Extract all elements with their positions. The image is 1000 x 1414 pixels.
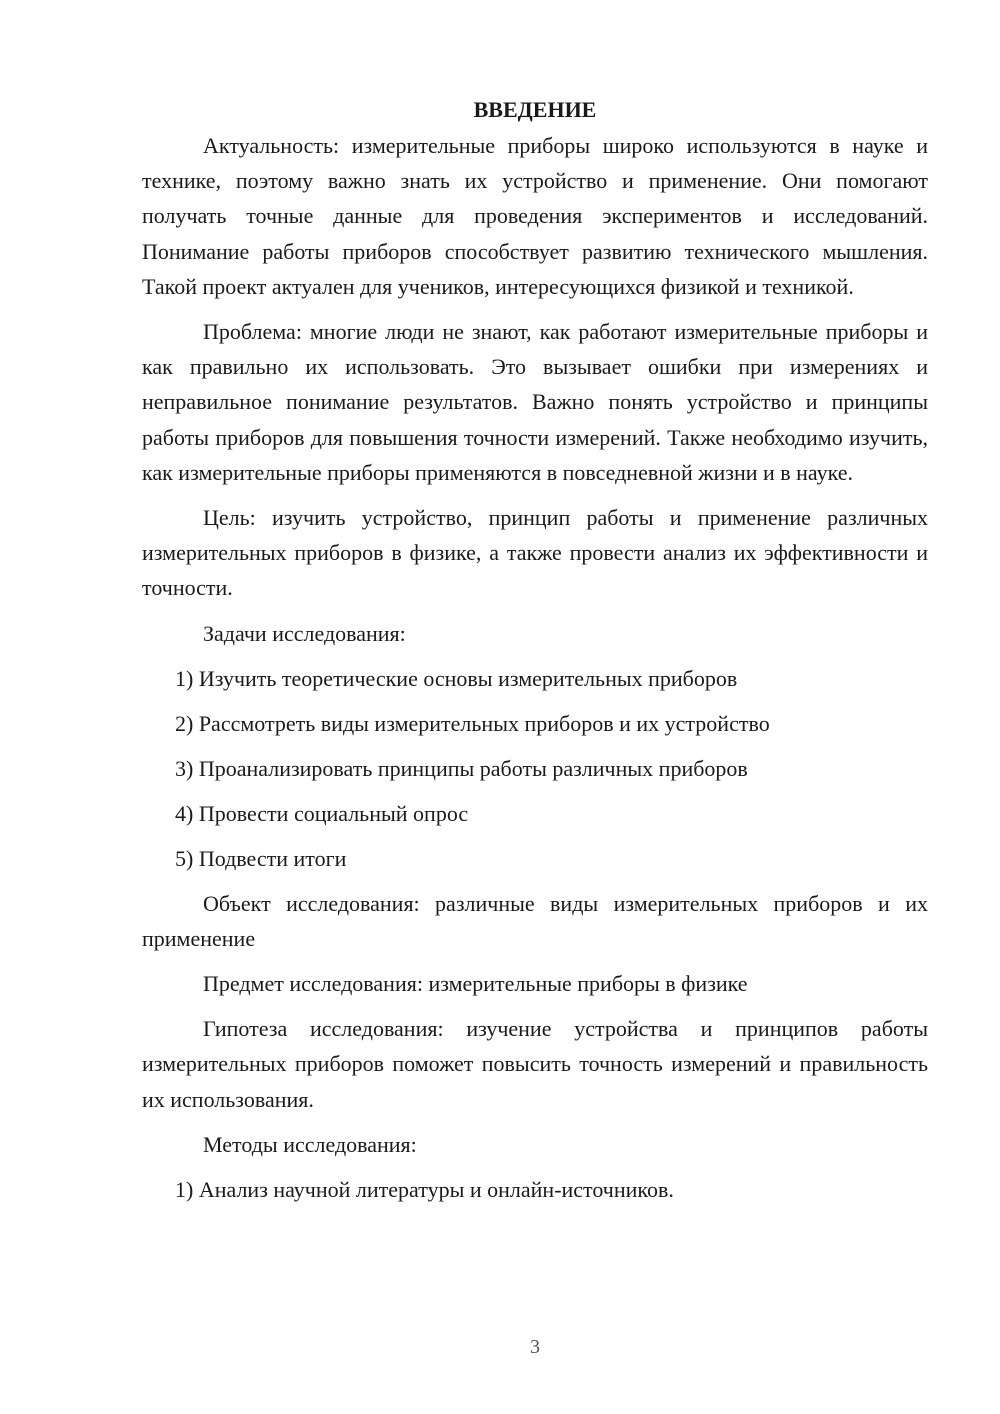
- section-heading: ВВЕДЕНИЕ: [473, 97, 597, 122]
- task-item: 1) Изучить теоретические основы измерительных приборов: [175, 665, 738, 691]
- subject-paragraph: Предмет исследования: измерительные приборы в физике: [203, 971, 748, 997]
- task-item: 5) Подвести итоги: [175, 845, 347, 871]
- problem-paragraph: Проблема: многие люди не знают, как работают измерительные приборы и как правильно их использовать. Это вызывает ошибки при измерениях и неправильное понимание результатов. Важно понять устройство и принципы работы приборов для повышения точности измерений. Также необходимо изучить, как измерительные приборы применяются в повседневной жизни и в науке.: [142, 319, 928, 485]
- task-item: 3) Проанализировать принципы работы различных приборов: [175, 755, 748, 781]
- methods-list: [142, 1172, 928, 1207]
- tasks-label: Задачи исследования:: [203, 620, 406, 646]
- task-item: 2) Рассмотреть виды измерительных приборов и их устройство: [175, 710, 770, 736]
- page-number: 3: [530, 1336, 540, 1358]
- method-item: 1) Анализ научной литературы и онлайн-источников.: [175, 1176, 674, 1202]
- document-page: [142, 92, 928, 1217]
- tasks-list: [142, 661, 928, 876]
- methods-label: Методы исследования:: [203, 1131, 417, 1157]
- relevance-paragraph: Актуальность: измерительные приборы широко используются в науке и технике, поэтому важно знать их устройство и применение. Они помогают получать точные данные для проведения экспериментов и исследований. Понимание работы приборов способствует развитию технического мышления. Такой проект актуален для учеников, интересующихся физикой и техникой.: [142, 133, 928, 299]
- object-paragraph: Объект исследования: различные виды измерительных приборов и их применение: [142, 890, 928, 951]
- goal-paragraph: Цель: изучить устройство, принцип работы и применение различных измерительных приборов в физике, а также провести анализ их эффективности и точности.: [142, 505, 928, 601]
- task-item: 4) Провести социальный опрос: [175, 800, 469, 826]
- hypothesis-paragraph: Гипотеза исследования: изучение устройства и принципов работы измерительных приборов поможет повысить точность измерений и правильность их использования.: [142, 1016, 928, 1112]
